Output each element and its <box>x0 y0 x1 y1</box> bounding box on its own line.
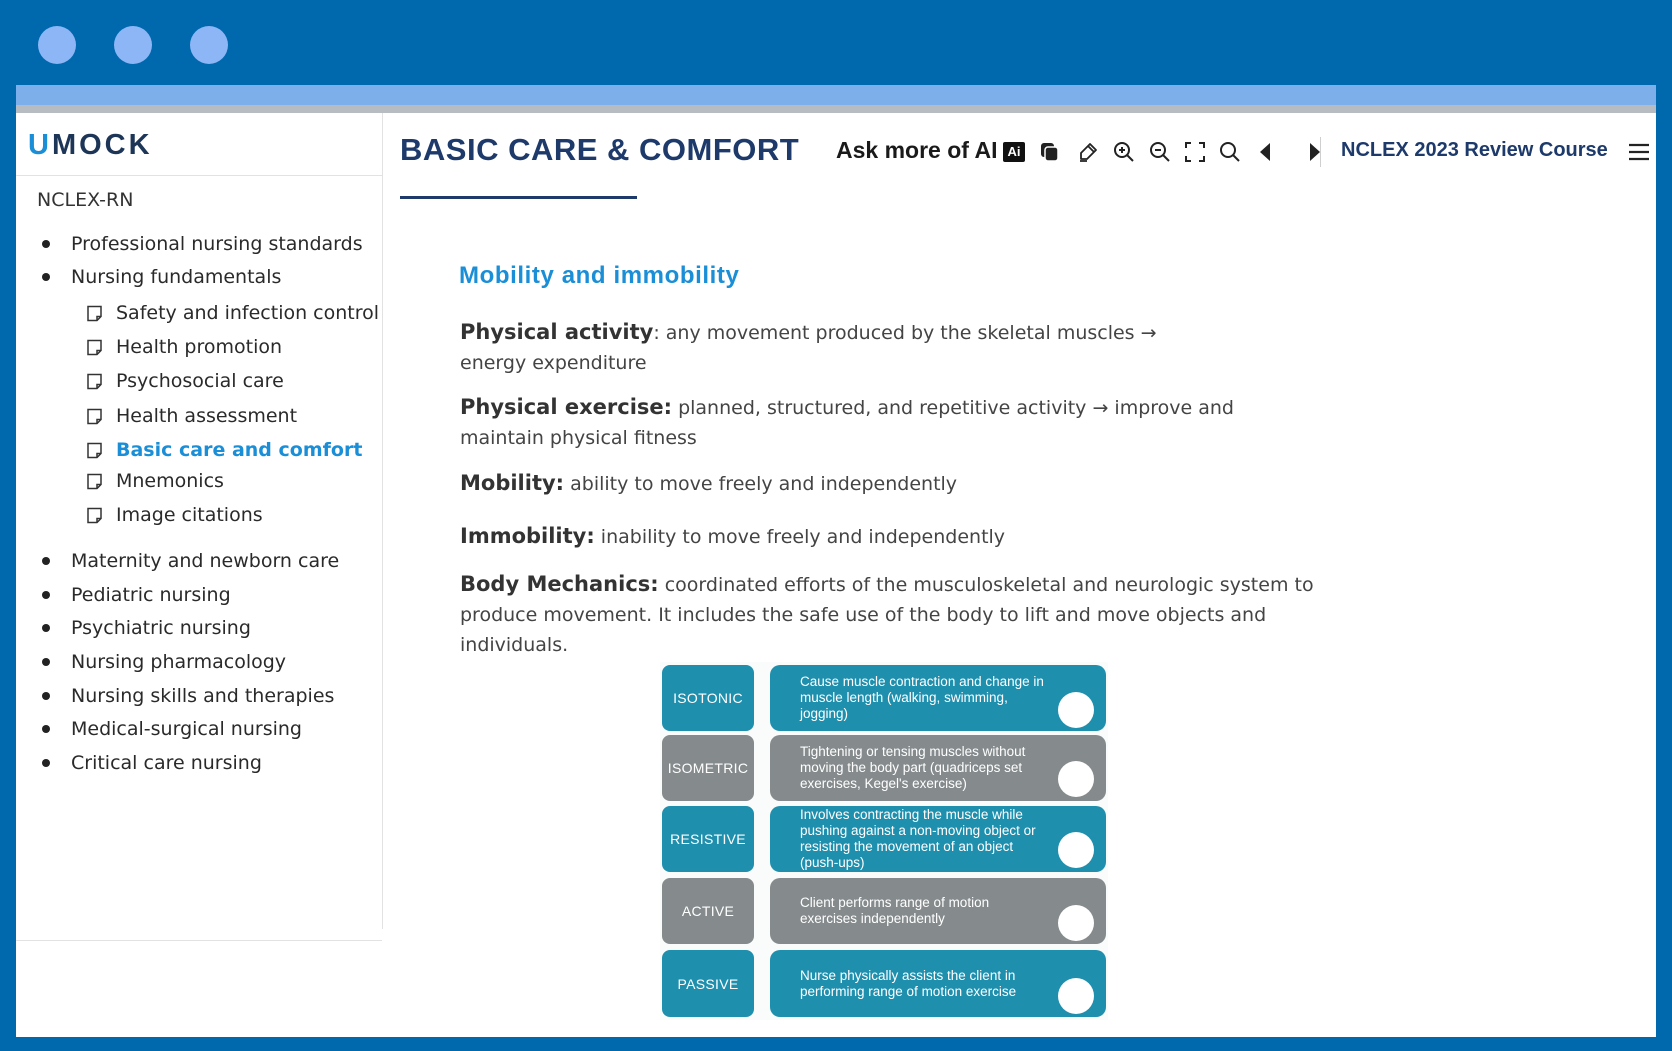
definition-term: Mobility: <box>460 471 565 495</box>
circle-icon <box>1058 905 1094 941</box>
definition-mobility <box>460 468 1320 499</box>
exercise-row-passive <box>660 950 1108 1018</box>
menu-icon[interactable] <box>1628 142 1650 162</box>
sidebar-subitem-psychosocial-care[interactable] <box>86 370 284 392</box>
copy-icon[interactable] <box>1038 140 1062 164</box>
toolbar-divider <box>1320 137 1321 167</box>
logo-text: MOCK <box>51 129 153 161</box>
highlighter-icon[interactable] <box>1076 140 1100 164</box>
definition-text: inability to move freely and independently <box>594 526 1006 548</box>
exercise-description <box>770 735 1106 801</box>
circle-icon <box>1058 832 1094 868</box>
exercise-description-text: Client performs range of motion exercises independently <box>800 895 990 926</box>
exercise-description <box>770 665 1106 731</box>
ai-icon[interactable]: Ai <box>1003 142 1025 162</box>
note-icon <box>86 473 103 490</box>
window-maximize-button[interactable] <box>190 26 228 64</box>
exercise-description-text: Involves contracting the muscle while pushing against a non-moving object or resisting the movement of an object (push-ups) <box>800 807 1036 870</box>
exercise-description <box>770 806 1106 872</box>
exercise-label: RESISTIVE <box>662 806 754 872</box>
definition-term: Physical activity <box>460 320 654 344</box>
exercise-description-text: Cause muscle contraction and change in muscle length (walking, swimming, jogging) <box>800 674 1044 721</box>
exercise-description-text: Tightening or tensing muscles without moving the body part (quadriceps set exercises, Kegel's exercise) <box>800 744 1026 791</box>
sidebar-item-label: Medical-surgical nursing <box>71 718 302 740</box>
sidebar-item-maternity-newborn[interactable] <box>42 550 339 572</box>
sidebar-subitem-label: Health promotion <box>116 336 283 358</box>
note-icon <box>86 305 103 322</box>
circle-icon <box>1058 761 1094 797</box>
sidebar-item-pediatric-nursing[interactable] <box>42 584 231 606</box>
logo-letter-u: U <box>28 129 52 161</box>
bullet-icon <box>42 692 50 700</box>
course-title: NCLEX-RN <box>37 189 134 211</box>
sidebar-subitem-label: Health assessment <box>116 405 298 427</box>
sidebar-item-label: Nursing skills and therapies <box>71 685 335 707</box>
top-band <box>16 85 1656 105</box>
sidebar-item-label: Critical care nursing <box>71 752 262 774</box>
section-title: Mobility and immobility <box>459 262 740 289</box>
course-link[interactable]: NCLEX 2023 Review Course <box>1341 139 1608 161</box>
sidebar-subitem-image-citations[interactable] <box>86 504 263 526</box>
sidebar-item-professional-nursing-standards[interactable] <box>42 233 363 255</box>
definition-text: coordinated efforts of the musculoskeletal and neurologic system to produce movement. It includes the safe use of the body to lift and move objects and individuals. <box>460 574 1314 656</box>
definition-physical-activity <box>460 317 1220 378</box>
definition-term: Body Mechanics: <box>460 572 659 596</box>
sidebar-subitem-health-promotion[interactable] <box>86 336 282 358</box>
definition-text: planned, structured, and repetitive activity → improve and maintain physical fitness <box>460 397 1234 449</box>
sidebar-subitem-label: Mnemonics <box>116 470 224 492</box>
zoom-in-icon[interactable] <box>1112 140 1136 164</box>
ask-ai-button[interactable]: Ask more of AI <box>836 137 998 163</box>
app-frame <box>16 85 1656 1037</box>
sidebar-subitem-label: Psychosocial care <box>116 370 284 392</box>
sidebar-item-medical-surgical-nursing[interactable] <box>42 718 302 740</box>
exercise-label: PASSIVE <box>662 950 754 1017</box>
note-icon <box>86 339 103 356</box>
exercise-label: ACTIVE <box>662 878 754 944</box>
prev-icon[interactable] <box>1254 140 1278 164</box>
sidebar-item-psychiatric-nursing[interactable] <box>42 617 251 639</box>
sidebar-item-label: Nursing pharmacology <box>71 651 287 673</box>
next-icon[interactable] <box>1302 140 1326 164</box>
sidebar-item-label: Professional nursing standards <box>71 233 363 255</box>
search-icon[interactable] <box>1218 140 1242 164</box>
sidebar-subitem-health-assessment[interactable] <box>86 405 297 427</box>
exercise-description <box>770 878 1106 944</box>
exercise-description-text: Nurse physically assists the client in performing range of motion exercise <box>800 967 1017 999</box>
title-underline <box>400 196 637 199</box>
note-icon <box>86 442 103 459</box>
fullscreen-icon[interactable] <box>1183 140 1207 164</box>
sidebar-item-label: Maternity and newborn care <box>71 550 340 572</box>
sidebar <box>16 113 383 929</box>
sidebar-item-label: Psychiatric nursing <box>71 617 251 639</box>
bullet-icon <box>42 557 50 565</box>
window-minimize-button[interactable] <box>114 26 152 64</box>
note-icon <box>86 408 103 425</box>
sidebar-bottom-divider <box>16 940 382 941</box>
circle-icon <box>1058 692 1094 728</box>
zoom-out-icon[interactable] <box>1148 140 1172 164</box>
sidebar-item-label: Pediatric nursing <box>71 584 231 606</box>
sidebar-subitem-label: Image citations <box>116 504 263 526</box>
sidebar-item-critical-care-nursing[interactable] <box>42 752 262 774</box>
bullet-icon <box>42 240 50 248</box>
exercise-types-diagram <box>660 662 1108 1020</box>
window-close-button[interactable] <box>38 26 76 64</box>
exercise-row-active <box>660 878 1108 945</box>
definition-term: Immobility: <box>460 524 595 548</box>
bullet-icon <box>42 759 50 767</box>
sidebar-divider <box>16 175 382 176</box>
sidebar-item-label: Nursing fundamentals <box>71 266 282 288</box>
exercise-row-isotonic <box>660 665 1108 732</box>
exercise-row-resistive <box>660 806 1108 873</box>
definition-immobility <box>460 521 1320 552</box>
sidebar-subitem-label: Basic care and comfort <box>116 439 363 461</box>
definition-text: ability to move freely and independently <box>564 473 958 495</box>
definition-body-mechanics <box>460 569 1340 660</box>
definition-separator: : <box>653 322 660 344</box>
note-icon <box>86 507 103 524</box>
sidebar-subitem-safety-infection-control[interactable] <box>86 302 379 324</box>
sidebar-subitem-basic-care-comfort[interactable] <box>86 439 362 461</box>
top-band-divider <box>16 105 1656 113</box>
sidebar-subitem-mnemonics[interactable] <box>86 470 224 492</box>
sidebar-item-nursing-pharmacology[interactable] <box>42 651 286 673</box>
definition-term: Physical exercise: <box>460 395 673 419</box>
bullet-icon <box>42 725 50 733</box>
sidebar-item-nursing-skills-therapies[interactable] <box>42 685 334 707</box>
exercise-row-isometric <box>660 735 1108 802</box>
exercise-label: ISOMETRIC <box>662 735 754 801</box>
bullet-icon <box>42 624 50 632</box>
exercise-label: ISOTONIC <box>662 665 754 731</box>
exercise-description <box>770 950 1106 1017</box>
circle-icon <box>1058 978 1094 1014</box>
sidebar-item-nursing-fundamentals[interactable] <box>42 266 281 288</box>
note-icon <box>86 373 103 390</box>
umock-logo[interactable] <box>28 129 153 162</box>
sidebar-subitem-label: Safety and infection control <box>116 302 380 324</box>
definition-text: any movement produced by the skeletal muscles → energy expenditure <box>460 322 1157 374</box>
definition-physical-exercise <box>460 392 1280 453</box>
bullet-icon <box>42 658 50 666</box>
bullet-icon <box>42 591 50 599</box>
page-title: BASIC CARE & COMFORT <box>400 132 800 167</box>
bullet-icon <box>42 273 50 281</box>
